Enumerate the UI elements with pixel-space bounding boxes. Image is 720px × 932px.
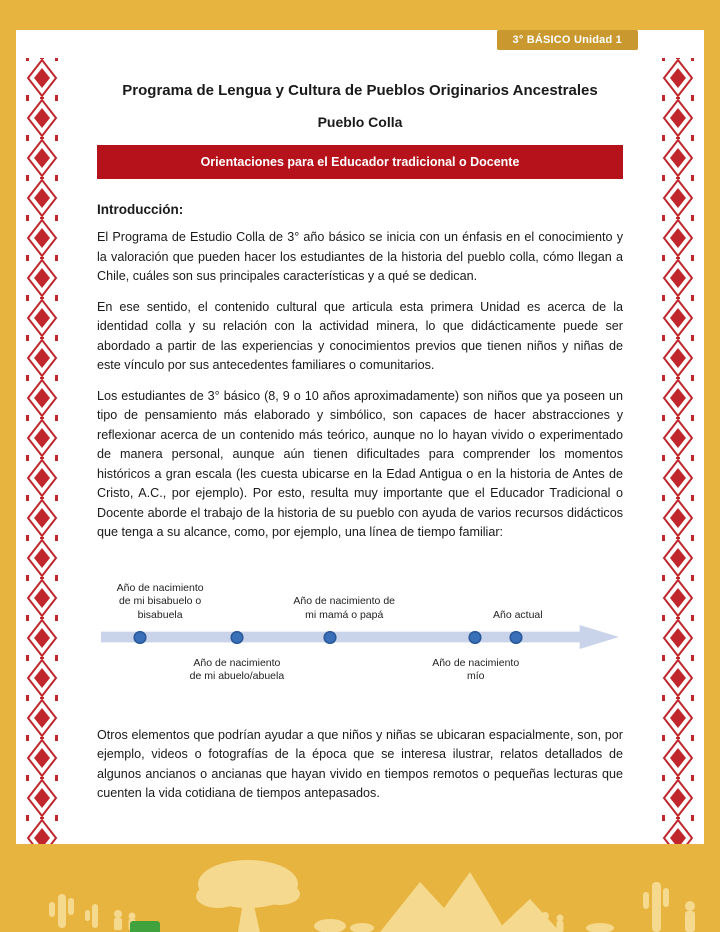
timeline-label-actual: Año actual <box>492 609 543 622</box>
landscape-silhouette-graphic <box>0 844 720 932</box>
frame-top-border <box>0 0 720 30</box>
timeline-label-abuelo: Año de nacimiento de mi abuelo/abuela <box>189 656 285 683</box>
footer-landscape <box>0 844 720 932</box>
intro-paragraph-2: En ese sentido, el contenido cultural que articula esta primera Unidad es acerca de la identidad colla y su relación con la actividad minera, lo que didácticamente puede ser abordado a partir de las experiencias y conocimientos previos que tienen niños y niñas de este vínculo por sus antecedentes familiares o comunitarios. <box>97 299 623 373</box>
page-content <box>97 58 623 842</box>
frame-left-border <box>0 0 16 932</box>
frame-right-border <box>704 0 720 932</box>
family-timeline <box>97 567 623 715</box>
intro-paragraph-1: El Programa de Estudio Colla de 3° año básico se inicia con un énfasis en el conocimiento y la valoración que pueden hacer los estudiantes de la historia del pueblo colla, cómo llegan a Chile, cuáles son sus principales características y a qué se dedican. <box>97 230 623 284</box>
footer-green-mark <box>130 921 160 932</box>
document-subtitle: Pueblo Colla <box>317 114 403 130</box>
timeline-dot <box>324 631 337 644</box>
timeline-dot <box>469 631 482 644</box>
timeline-arrow <box>101 625 619 649</box>
unit-badge: 3° BÁSICO Unidad 1 <box>497 30 638 50</box>
document-title: Programa de Lengua y Cultura de Pueblos Originarios Ancestrales <box>122 82 598 99</box>
right-textile-pattern <box>662 58 694 848</box>
timeline-label-padres: Año de nacimiento de mi mamá o papá <box>293 595 395 622</box>
left-textile-pattern <box>26 58 58 848</box>
orientation-banner: Orientaciones para el Educador tradicional o Docente <box>97 145 623 179</box>
timeline-dot <box>510 631 523 644</box>
timeline-dot <box>134 631 147 644</box>
timeline-label-mio: Año de nacimiento mío <box>432 656 520 683</box>
section-heading: Introducción: <box>97 202 184 217</box>
intro-paragraph-3: Los estudiantes de 3° básico (8, 9 o 10 años aproximadamente) son niños que ya poseen un tipo de pensamiento más elaborado y simbólico, son capaces de hacer abstracciones y reflexionar acerca de un contenido más teórico, aunque no lo hayan vivido o experimentado de manera personal, aunque aún tienen dificultades para comprender los momentos históricos a gran escala (les cuesta ubicarse en la Edad Antigua o en la historia de Antes de Cristo, A.C., por ejemplo). Por esto, resulta muy importante que el Educador Tradicional o Docente aborde el trabajo de la historia de su pueblo con ayuda de varios recursos didácticos que tenga a su alcance, como, por ejemplo, una línea de tiempo familiar: <box>97 388 623 540</box>
timeline-dot <box>230 631 243 644</box>
closing-paragraph: Otros elementos que podrían ayudar a que niños y niñas se ubicaran espacialmente, son, por ejemplo, videos o fotografías de la época que se interesa ilustrar, relatos detallados de algunos ancianos o ancianas que hayan vivido en tiempos remotos o pequeñas lecturas que cuenten la vida cotidiana de tiempos antepasados. <box>97 727 623 801</box>
timeline-label-bisabuelo: Año de nacimiento de mi bisabuelo o bisabuela <box>116 581 204 622</box>
